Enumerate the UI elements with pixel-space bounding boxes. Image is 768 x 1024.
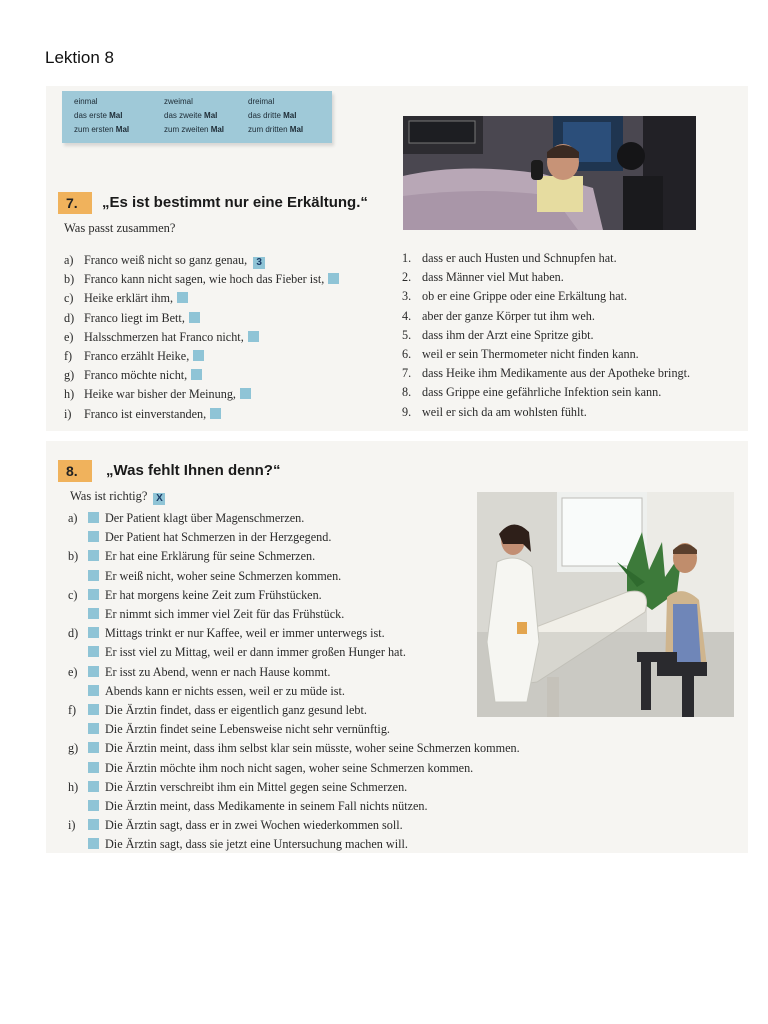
exercise-8-instruction [70,489,165,505]
answer-box[interactable] [177,292,188,303]
checkbox[interactable] [88,608,99,619]
checkbox[interactable] [88,666,99,677]
exercise-7-option: ob er eine Grippe oder eine Erkältung hat. [422,289,628,304]
exercise-8-option [88,606,344,622]
exercise-7-item [84,386,251,402]
table-cell: zum dritten Mal [248,125,304,134]
exercise-8-item-label: i) [68,818,76,833]
exercise-8-option [88,798,428,814]
exercise-8-option-text: Die Ärztin findet, dass er eigentlich ganz gesund lebt. [105,703,367,717]
exercise-8-item-label: e) [68,664,78,679]
exercise-8-item-label: d) [68,626,79,641]
exercise-7-item-text: Franco liegt im Bett, [84,310,185,325]
exercise-8-option [88,836,408,852]
checkbox[interactable] [88,762,99,773]
exercise-8-option [88,683,345,699]
exercise-7-instruction: Was passt zusammen? [64,221,176,235]
exercise-8-option-text: Die Ärztin meint, dass Medikamente in seinem Fall nichts nützen. [105,799,428,813]
exercise-8-item-label: a) [68,511,78,525]
exercise-8-option-text: Der Patient hat Schmerzen in der Herzgegend. [105,530,332,545]
exercise-8-item-label: b) [68,549,79,564]
exercise-7-option: weil er sich da am wohlsten fühlt. [422,404,587,419]
exercise-7-item [84,329,259,345]
answer-box[interactable] [240,388,251,399]
exercise-8-item-label: c) [68,587,78,602]
exercise-7-option: dass Grippe eine gefährliche Infektion sein kann. [422,385,662,400]
checkbox[interactable] [88,800,99,811]
exercise-8-option [88,760,473,776]
exercise-8-option [88,702,367,718]
exercise-8-item-label: h) [68,779,79,794]
vocabulary-table [62,91,332,143]
exercise-7-item-label: a) [64,253,74,267]
exercise-7-item-text: Franco ist einverstanden, [84,406,207,421]
exercise-7-item-label: b) [64,272,75,287]
answer-box[interactable] [328,273,339,284]
table-cell: zum ersten Mal [74,125,130,134]
exercise-7-option-number: 9. [402,404,412,419]
exercise-8-item-label: g) [68,741,79,756]
exercise-8-option [88,664,330,680]
exercise-8-option-text: Er isst viel zu Mittag, weil er dann immer großen Hunger hat. [105,645,406,660]
exercise-7-option: aber der ganze Körper tut ihm weh. [422,308,595,323]
exercise-8-option-text: Er hat eine Erklärung für seine Schmerzen. [105,549,316,564]
exercise-7-option: weil er sein Thermometer nicht finden kann. [422,347,639,361]
exercise-8-title: „Was fehlt Ihnen denn?“ [106,462,281,479]
example-mark: X [153,493,165,505]
checkbox[interactable] [88,646,99,657]
checkbox[interactable] [88,550,99,561]
exercise-7-item [84,252,265,268]
exercise-8-option [88,587,322,603]
photo-man-in-bed-illustration [403,116,696,230]
exercise-7-item [84,310,200,326]
exercise-8-number: 8. [58,460,92,482]
checkbox[interactable] [88,781,99,792]
answer-box[interactable] [248,331,259,342]
exercise-7-option: dass Männer viel Mut haben. [422,270,564,285]
exercise-8-option [88,568,341,584]
exercise-8-option [88,779,407,795]
exercise-7-item-label: e) [64,329,74,344]
exercise-7-item [84,348,204,364]
exercise-7-item-label: c) [64,291,74,306]
checkbox[interactable] [88,531,99,542]
textbook-scan [46,86,748,853]
checkbox[interactable] [88,742,99,753]
checkbox[interactable] [88,589,99,600]
exercise-7-item-text: Heike erklärt ihm, [84,291,174,306]
answer-box[interactable] [193,350,204,361]
exercise-8-option-text: Die Ärztin findet seine Lebensweise nicht sehr vernünftig. [105,722,390,737]
exercise-8-option-text: Die Ärztin verschreibt ihm ein Mittel gegen seine Schmerzen. [105,779,408,794]
section-separator [46,431,748,441]
exercise-8-option [88,740,520,756]
exercise-7-item-label: h) [64,387,75,402]
exercise-7-item [84,290,188,306]
answer-box[interactable] [210,408,221,419]
exercise-7-option: dass Heike ihm Medikamente aus der Apotheke bringt. [422,366,691,381]
table-cell: zweimal [164,97,193,106]
table-cell: einmal [74,97,98,106]
exercise-8-option [88,817,403,833]
answer-box-filled: 3 [253,257,265,269]
exercise-7-option-number: 7. [402,366,412,381]
exercise-7-item [84,271,339,287]
table-cell: das dritte Mal [248,111,297,120]
checkbox[interactable] [88,685,99,696]
exercise-8-option-text: Abends kann er nichts essen, weil er zu müde ist. [105,683,345,698]
checkbox[interactable] [88,570,99,581]
page-title: Lektion 8 [45,48,114,67]
exercise-7-item-text: Heike war bisher der Meinung, [84,387,236,402]
exercise-8-option [88,644,406,660]
table-cell: das erste Mal [74,111,123,120]
exercise-7-option-number: 4. [402,308,412,323]
exercise-7-option-number: 8. [402,385,412,400]
exercise-8-option [88,529,331,545]
exercise-7-title: „Es ist bestimmt nur eine Erkältung.“ [102,194,368,211]
exercise-8-option-text: Die Ärztin sagt, dass er in zwei Wochen wiederkommen soll. [105,818,403,833]
exercise-7-item-label: d) [64,310,75,325]
checkbox[interactable] [88,838,99,849]
exercise-7-option-number: 1. [402,251,412,265]
exercise-7-item-label: g) [64,368,75,383]
exercise-8-item-label: f) [68,703,77,717]
exercise-8-option-text: Er isst zu Abend, wenn er nach Hause kommt. [105,664,331,679]
exercise-8-option-text: Er weiß nicht, woher seine Schmerzen kommen. [105,568,342,583]
exercise-7-option-number: 2. [402,270,412,285]
exercise-8-option [88,510,304,526]
exercise-7-option-number: 3. [402,289,412,304]
table-cell: das zweite Mal [164,111,218,120]
checkbox[interactable] [88,627,99,638]
exercise-8-option [88,721,390,737]
exercise-7-item-text: Franco kann nicht sagen, wie hoch das Fieber ist, [84,272,325,287]
exercise-7-item-text: Franco erzählt Heike, [84,349,190,363]
exercise-8-option-text: Der Patient klagt über Magenschmerzen. [105,511,305,525]
exercise-7-item-label: f) [64,349,73,363]
exercise-8-option-text: Die Ärztin meint, dass ihm selbst klar sein müsste, woher seine Schmerzen kommen. [105,741,520,756]
exercise-7-item-text: Franco weiß nicht so ganz genau, [84,253,248,267]
exercise-7-item-label: i) [64,406,72,421]
exercise-8-option-text: Mittags trinkt er nur Kaffee, weil er immer unterwegs ist. [105,626,385,641]
exercise-7-item [84,406,221,422]
exercise-8-option-text: Er nimmt sich immer viel Zeit für das Frühstück. [105,607,345,621]
exercise-7-number: 7. [58,192,92,214]
answer-box[interactable] [191,369,202,380]
exercise-8-option [88,625,385,641]
exercise-7-option-number: 6. [402,347,412,361]
answer-box[interactable] [189,312,200,323]
exercise-7-item [84,367,202,383]
exercise-7-option-number: 5. [402,327,412,342]
photo-doctor-patient [477,492,734,717]
exercise-8-option-text: Er hat morgens keine Zeit zum Frühstücken. [105,587,322,602]
checkbox[interactable] [88,819,99,830]
table-cell: zum zweiten Mal [164,125,225,134]
exercise-7-option: dass er auch Husten und Schnupfen hat. [422,251,617,265]
table-cell: dreimal [248,97,275,106]
photo-man-in-bed [403,116,696,230]
checkbox[interactable] [88,512,99,523]
checkbox[interactable] [88,704,99,715]
exercise-8-option-text: Die Ärztin möchte ihm noch nicht sagen, woher seine Schmerzen kommen. [105,760,474,775]
photo-doctor-patient-illustration [477,492,734,717]
exercise-8-instruction-text: Was ist richtig? [70,489,148,503]
exercise-7-item-text: Halsschmerzen hat Franco nicht, [84,329,244,344]
exercise-8-option [88,548,315,564]
exercise-7-item-text: Franco möchte nicht, [84,368,188,383]
checkbox[interactable] [88,723,99,734]
exercise-8-option-text: Die Ärztin sagt, dass sie jetzt eine Untersuchung machen will. [105,837,408,852]
exercise-7-option: dass ihm der Arzt eine Spritze gibt. [422,327,594,342]
